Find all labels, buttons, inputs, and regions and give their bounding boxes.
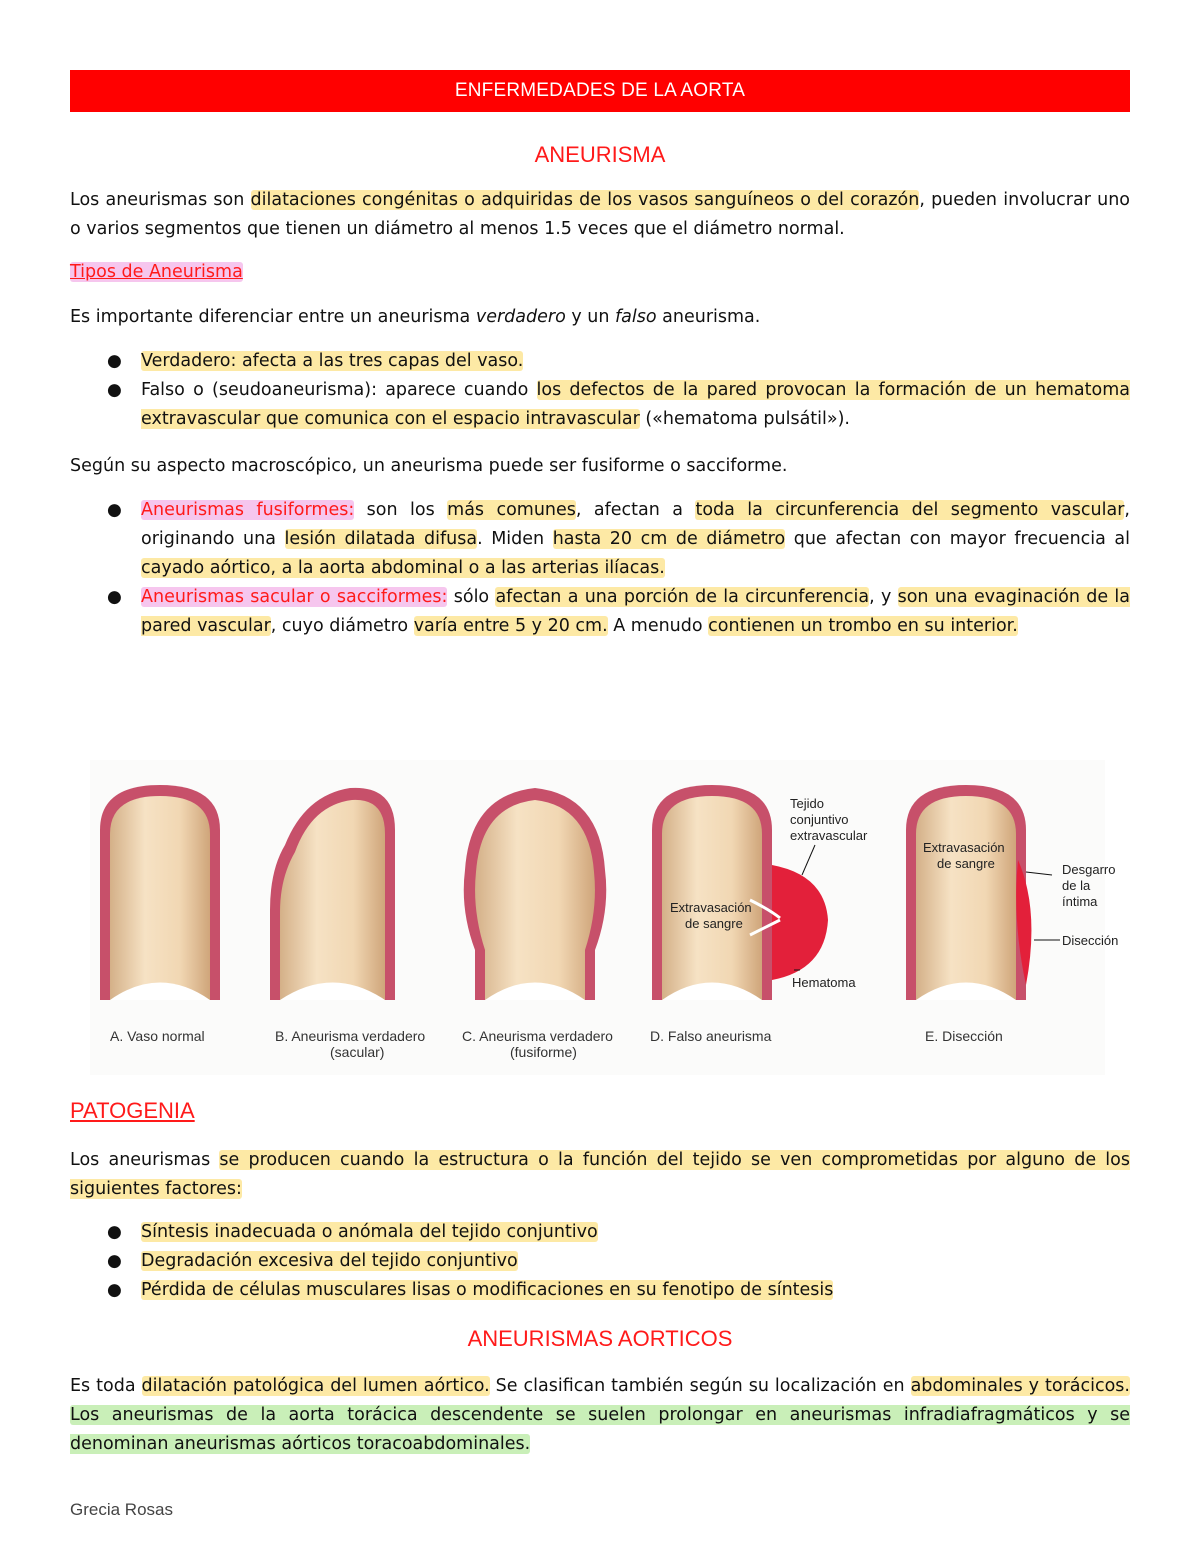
list-item: ● Síntesis inadecuada o anómala del tejido conjuntivo <box>107 1222 598 1242</box>
text: Es toda <box>70 1376 142 1396</box>
label-sangre-e: de sangre <box>937 856 995 871</box>
caption-d: D. Falso aneurisma <box>650 1028 772 1044</box>
label-intima: íntima <box>1062 894 1098 909</box>
aorticos-paragraph <box>70 1372 1130 1459</box>
text: son los <box>354 500 448 520</box>
caption-b: B. Aneurisma verdadero <box>275 1028 426 1044</box>
intro-text: Los aneurismas son <box>70 190 251 210</box>
text: , cuyo diámetro <box>270 616 414 636</box>
section-title-aneurisma: ANEURISMA <box>534 142 666 167</box>
footer-author: Grecia Rosas <box>70 1500 173 1519</box>
label-de-la: de la <box>1062 878 1091 893</box>
tipos-text-end: aneurisma. <box>656 307 761 327</box>
label-extravasacion-d: Extravasación <box>670 900 752 915</box>
text: que afectan con mayor frecuencia al <box>785 529 1131 549</box>
highlight: son una evaginación de la pared vascular <box>141 587 1130 636</box>
highlight-green: Los aneurismas de la aorta torácica descendente se suelen prolongar en aneurismas infradiafragmáticos y se denominan aneurismas aórticos toracoabdominales. <box>70 1405 1130 1454</box>
caption-e: E. Disección <box>925 1028 1003 1044</box>
tipos-falso: falso <box>615 307 657 327</box>
tipos-falso-end: («hematoma pulsátil»). <box>639 409 850 429</box>
tipos-falso-text: Falso o (seudoaneurisma): aparece cuando <box>141 380 537 400</box>
text: A menudo <box>607 616 709 636</box>
document-title-banner: ENFERMEDADES DE LA AORTA <box>70 70 1130 112</box>
tipos-paragraph <box>70 303 1130 332</box>
highlight: cayado aórtico, a la aorta abdominal o a las arterias ilíacas. <box>141 558 665 578</box>
tipos-verdadero: verdadero <box>475 307 566 327</box>
label-extravascular: extravascular <box>790 828 868 843</box>
tipos-title: Tipos de Aneurisma <box>70 262 243 282</box>
caption-a: A. Vaso normal <box>110 1028 205 1044</box>
factor-item: Degradación excesiva del tejido conjuntivo <box>141 1251 518 1271</box>
text: sólo <box>447 587 496 607</box>
fusiformes-label: Aneurismas fusiformes: <box>141 500 355 520</box>
label-extravasacion-e: Extravasación <box>923 840 1005 855</box>
highlight: hasta 20 cm de diámetro <box>552 529 786 549</box>
text: Se clasifican también según su localización en <box>489 1376 911 1396</box>
highlight-falso: los defectos de la pared provocan la formación de un hematoma extravascular que comunica con el espacio intravascular <box>141 380 1130 429</box>
highlight: dilatación patológica del lumen aórtico. <box>141 1376 490 1396</box>
patogenia-list <box>70 1218 1130 1305</box>
label-sangre-d: de sangre <box>685 916 743 931</box>
highlight-definition: dilataciones congénitas o adquiridas de los vasos sanguíneos o del corazón <box>250 190 920 210</box>
highlight: contienen un trombo en su interior. <box>708 616 1018 636</box>
label-desgarro: Desgarro <box>1062 862 1116 877</box>
highlight: más comunes <box>447 500 576 520</box>
text: Los aneurismas <box>70 1150 220 1170</box>
list-item: ● Degradación excesiva del tejido conjuntivo <box>107 1251 518 1271</box>
caption-b-sub: (sacular) <box>330 1044 385 1060</box>
tipos-text: Es importante diferenciar entre un aneurisma <box>70 307 476 327</box>
list-item: ● Falso o (seudoaneurisma): aparece cuando los defectos de la pared provocan la formación de un hematoma extravascular que comunica con el espacio intravascular («hematoma pulsátil»). <box>107 380 1130 429</box>
label-tejido: Tejido <box>790 796 824 811</box>
label-diseccion: Disección <box>1062 933 1119 948</box>
text: , afectan a <box>575 500 696 520</box>
highlight: abdominales y torácicos. <box>910 1376 1130 1396</box>
sacciformes-label: Aneurismas sacular o sacciformes: <box>141 587 448 607</box>
label-conjuntivo: conjuntivo <box>790 812 849 827</box>
aspecto-list <box>70 496 1130 641</box>
caption-c-sub: (fusiforme) <box>510 1044 577 1060</box>
tipos-verdadero-item: Verdadero: afecta a las tres capas del vaso. <box>141 351 524 371</box>
highlight: lesión dilatada difusa <box>284 529 478 549</box>
aneurysm-types-figure <box>90 760 1119 1075</box>
tipos-list <box>70 347 1130 434</box>
list-item: ● Pérdida de células musculares lisas o modificaciones en su fenotipo de síntesis <box>107 1280 834 1300</box>
intro-text-end: , pueden involucrar uno o varios segmentos que tienen un diámetro al menos 1.5 veces que el diámetro normal. <box>70 190 1130 239</box>
label-hematoma: Hematoma <box>792 975 856 990</box>
highlight: toda la circunferencia del segmento vascular <box>695 500 1125 520</box>
text: . Miden <box>477 529 553 549</box>
patogenia-paragraph <box>70 1146 1130 1204</box>
list-item: ● Verdadero: afecta a las tres capas del vaso. <box>107 351 524 371</box>
list-item: ● Aneurismas fusiformes: son los más comunes, afectan a toda la circunferencia del segmento vascular, originando una lesión dilatada difusa. Miden hasta 20 cm de diámetro que afectan con mayor frecuencia al cayado aórtico, a la aorta abdominal o a las arterias ilíacas. <box>107 500 1131 578</box>
text: , originando una <box>141 500 1130 549</box>
tipos-heading <box>70 258 243 287</box>
highlight: varía entre 5 y 20 cm. <box>413 616 608 636</box>
factor-item: Síntesis inadecuada o anómala del tejido conjuntivo <box>141 1222 598 1242</box>
vessel-fusiforme <box>464 788 607 1000</box>
aspecto-paragraph: Según su aspecto macroscópico, un aneurisma puede ser fusiforme o sacciforme. <box>70 456 788 476</box>
section-title-aorticos: ANEURISMAS AORTICOS <box>467 1326 733 1351</box>
text: , y <box>869 587 898 607</box>
caption-c: C. Aneurisma verdadero <box>462 1028 613 1044</box>
highlight: afectan a una porción de la circunferencia <box>495 587 870 607</box>
list-item: ● Aneurismas sacular o sacciformes: sólo afectan a una porción de la circunferencia, y son una evaginación de la pared vascular, cuyo diámetro varía entre 5 y 20 cm. A menudo contienen un trombo en su interior. <box>107 587 1130 636</box>
tipos-text-mid: y un <box>565 307 616 327</box>
highlight-patogenia: se producen cuando la estructura o la función del tejido se ven comprometidas por alguno de los siguientes factores: <box>70 1150 1130 1199</box>
section-title-patogenia: PATOGENIA <box>70 1098 195 1123</box>
intro-paragraph <box>70 186 1130 244</box>
vessel-normal <box>100 785 220 1000</box>
factor-item: Pérdida de células musculares lisas o modificaciones en su fenotipo de síntesis <box>141 1280 834 1300</box>
